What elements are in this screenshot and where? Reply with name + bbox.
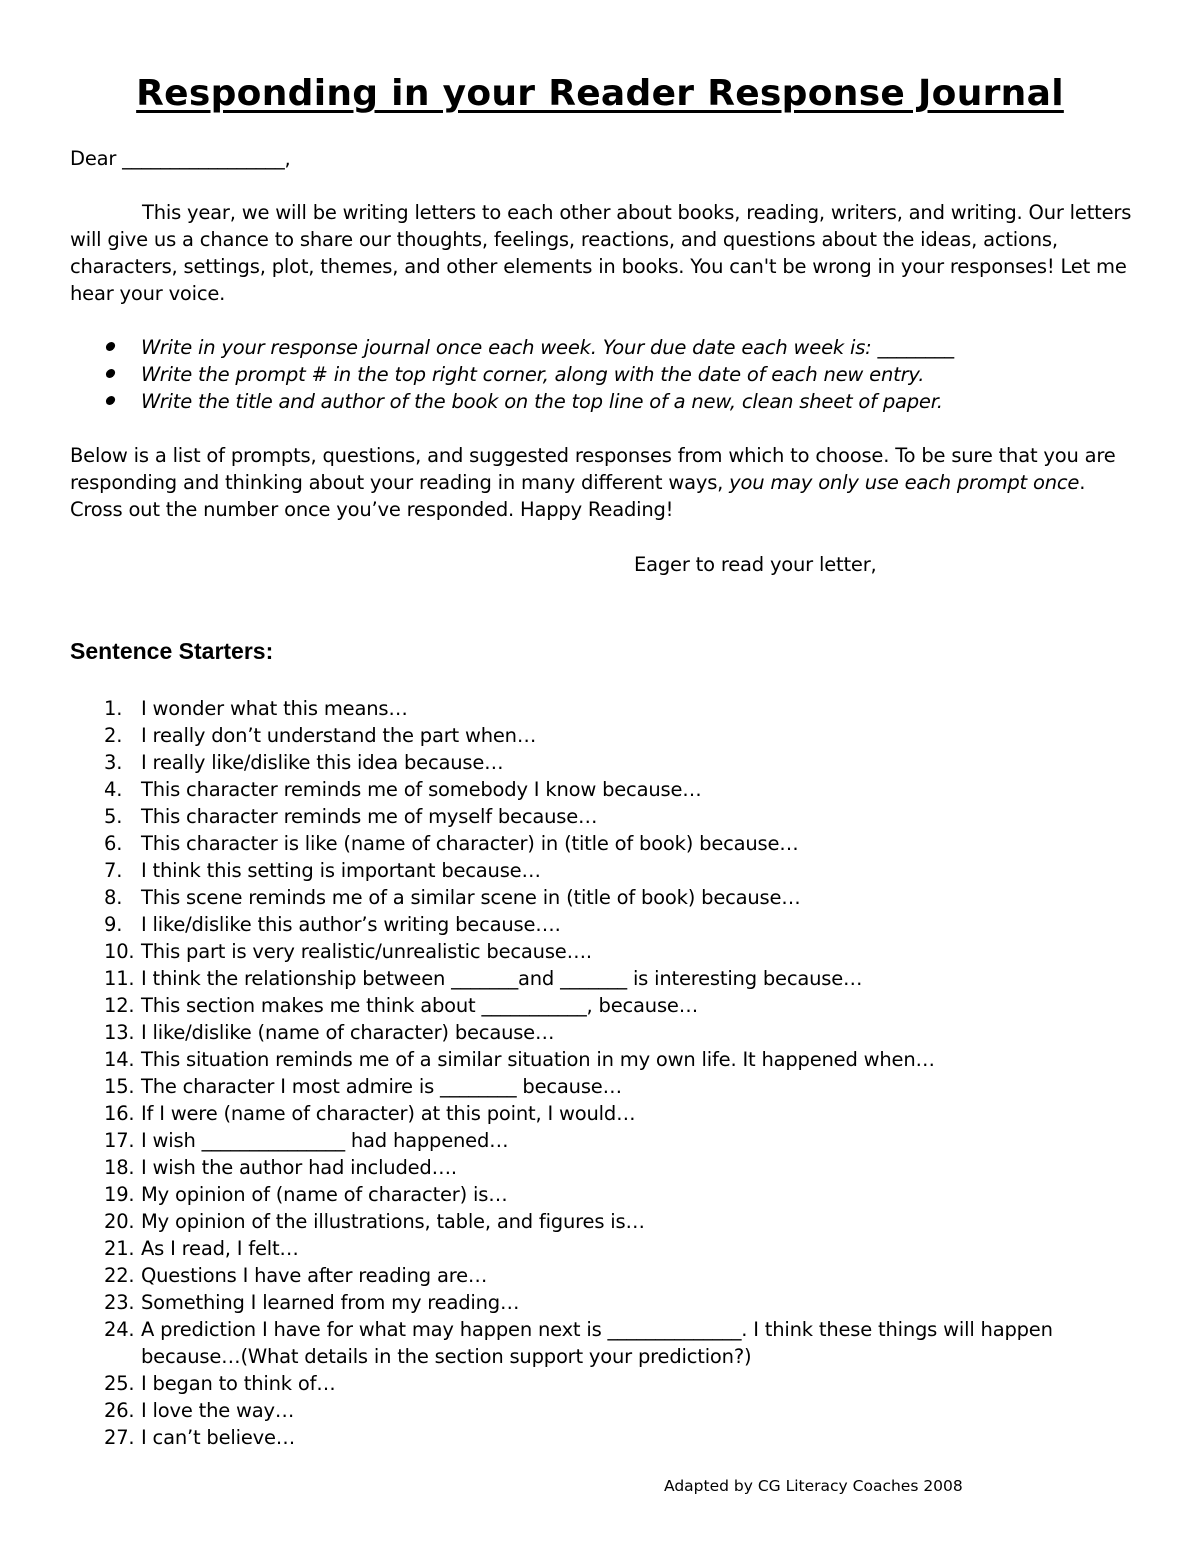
starter-item: [104, 1100, 1144, 1127]
starter-item: [104, 695, 1144, 722]
starter-number: 24.: [104, 1318, 135, 1341]
starter-item: [104, 830, 1144, 857]
starter-item: [104, 1154, 1144, 1181]
starter-text: I can’t believe…: [141, 1426, 296, 1449]
starter-text: A prediction I have for what may happen next is ______________. I think these things will happen because…(What details in the section support your prediction?): [141, 1318, 1053, 1368]
starter-item: [104, 1181, 1144, 1208]
bullet-item: [104, 361, 1144, 388]
starter-number: 7.: [104, 859, 123, 882]
section-heading: Sentence Starters:: [70, 638, 274, 664]
starter-item: [104, 1370, 1144, 1397]
starter-item: [104, 1262, 1144, 1289]
starter-item: [104, 857, 1144, 884]
starter-text: I wonder what this means…: [141, 697, 408, 720]
bullet-icon: [105, 396, 116, 405]
starter-text: I like/dislike (name of character) because…: [141, 1021, 555, 1044]
starter-number: 25.: [104, 1372, 135, 1395]
instruction-bullets: [104, 334, 1144, 415]
starter-item: [104, 1127, 1144, 1154]
starter-text: My opinion of the illustrations, table, and figures is…: [141, 1210, 645, 1233]
starter-text: I really like/dislike this idea because…: [141, 751, 504, 774]
starter-number: 26.: [104, 1399, 135, 1422]
starter-text: I wish _______________ had happened…: [141, 1129, 509, 1152]
instructions-text-1: Below is a list of prompts, questions, and suggested responses from which to choose. To be sure that you are responding and thinking about your reading in many different ways,: [70, 444, 1116, 494]
starter-text: This situation reminds me of a similar situation in my own life. It happened when…: [141, 1048, 935, 1071]
starter-item: [104, 911, 1144, 938]
bullet-item: [104, 388, 1144, 415]
starter-number: 18.: [104, 1156, 135, 1179]
starter-item: [104, 1397, 1144, 1424]
starter-item: [104, 938, 1144, 965]
bullet-text: Write in your response journal once each week. Your due date each week is: ________: [141, 336, 954, 359]
starter-item: [104, 884, 1144, 911]
starter-item: [104, 965, 1144, 992]
bullet-text: Write the title and author of the book on the top line of a new, clean sheet of paper.: [141, 390, 943, 413]
starter-number: 20.: [104, 1210, 135, 1233]
starter-item: [104, 1019, 1144, 1046]
bullet-text: Write the prompt # in the top right corner, along with the date of each new entry.: [141, 363, 925, 386]
starter-text: I really don’t understand the part when…: [141, 724, 537, 747]
starter-item: [104, 1046, 1144, 1073]
starter-text: This character reminds me of myself because…: [141, 805, 598, 828]
bullet-icon: [105, 369, 116, 378]
starter-number: 9.: [104, 913, 123, 936]
starter-text: Something I learned from my reading…: [141, 1291, 520, 1314]
starter-item: [104, 1073, 1144, 1100]
starter-number: 21.: [104, 1237, 135, 1260]
starter-number: 11.: [104, 967, 135, 990]
starter-text: The character I most admire is ________ because…: [141, 1075, 622, 1098]
starter-number: 10.: [104, 940, 135, 963]
bullet-icon: [105, 342, 116, 351]
page-title: Responding in your Reader Response Journal: [136, 73, 1064, 114]
starter-number: 13.: [104, 1021, 135, 1044]
starter-text: As I read, I felt…: [141, 1237, 299, 1260]
instructions-paragraph: [70, 442, 1140, 523]
starter-text: This scene reminds me of a similar scene in (title of book) because…: [141, 886, 801, 909]
intro-text: This year, we will be writing letters to each other about books, reading, writers, and writing. Our letters will give us a chance to share our thoughts, feelings, reactions, and questions about the ideas, actions, characters, settings, plot, themes, and other elements in books. You can't be wrong in your responses! Let me hear your voice.: [70, 201, 1132, 305]
starter-number: 12.: [104, 994, 135, 1017]
starter-number: 8.: [104, 886, 123, 909]
starter-number: 19.: [104, 1183, 135, 1206]
instructions-text-2: . Cross out the number once you’ve responded. Happy Reading!: [70, 471, 1086, 521]
starter-item: [104, 749, 1144, 776]
starter-item: [104, 1235, 1144, 1262]
starter-item: [104, 1208, 1144, 1235]
starter-text: If I were (name of character) at this point, I would…: [141, 1102, 636, 1125]
starter-number: 2.: [104, 724, 123, 747]
starter-text: I think this setting is important because…: [141, 859, 541, 882]
starter-text: This character is like (name of character) in (title of book) because…: [141, 832, 799, 855]
starter-text: I love the way…: [141, 1399, 295, 1422]
starter-item: [104, 722, 1144, 749]
starter-text: I like/dislike this author’s writing because….: [141, 913, 561, 936]
starter-text: My opinion of (name of character) is…: [141, 1183, 508, 1206]
instructions-emphasis: you may only use each prompt once: [729, 471, 1080, 494]
starter-text: This section makes me think about ___________, because…: [141, 994, 699, 1017]
intro-paragraph: [70, 199, 1140, 307]
starter-text: I began to think of…: [141, 1372, 336, 1395]
starter-number: 27.: [104, 1426, 135, 1449]
starter-number: 22.: [104, 1264, 135, 1287]
starter-number: 14.: [104, 1048, 135, 1071]
starter-number: 17.: [104, 1129, 135, 1152]
starter-number: 5.: [104, 805, 123, 828]
footer-credit: Adapted by CG Literacy Coaches 2008: [664, 1477, 963, 1495]
starter-text: I wish the author had included….: [141, 1156, 457, 1179]
sentence-starters-list: [104, 695, 1144, 1451]
starter-text: This part is very realistic/unrealistic because….: [141, 940, 592, 963]
starter-number: 1.: [104, 697, 123, 720]
starter-number: 4.: [104, 778, 123, 801]
starter-item: [104, 1316, 1144, 1370]
starter-number: 15.: [104, 1075, 135, 1098]
starter-item: [104, 992, 1144, 1019]
starter-text: I think the relationship between _______and _______ is interesting because…: [141, 967, 863, 990]
starter-item: [104, 803, 1144, 830]
starter-text: This character reminds me of somebody I know because…: [141, 778, 702, 801]
starter-text: Questions I have after reading are…: [141, 1264, 488, 1287]
starter-item: [104, 1424, 1144, 1451]
bullet-item: [104, 334, 1144, 361]
starter-item: [104, 776, 1144, 803]
starter-item: [104, 1289, 1144, 1316]
salutation: Dear _________________,: [70, 147, 291, 170]
starter-number: 3.: [104, 751, 123, 774]
starter-number: 23.: [104, 1291, 135, 1314]
letter-closing: Eager to read your letter,: [634, 553, 877, 576]
starter-number: 6.: [104, 832, 123, 855]
starter-number: 16.: [104, 1102, 135, 1125]
